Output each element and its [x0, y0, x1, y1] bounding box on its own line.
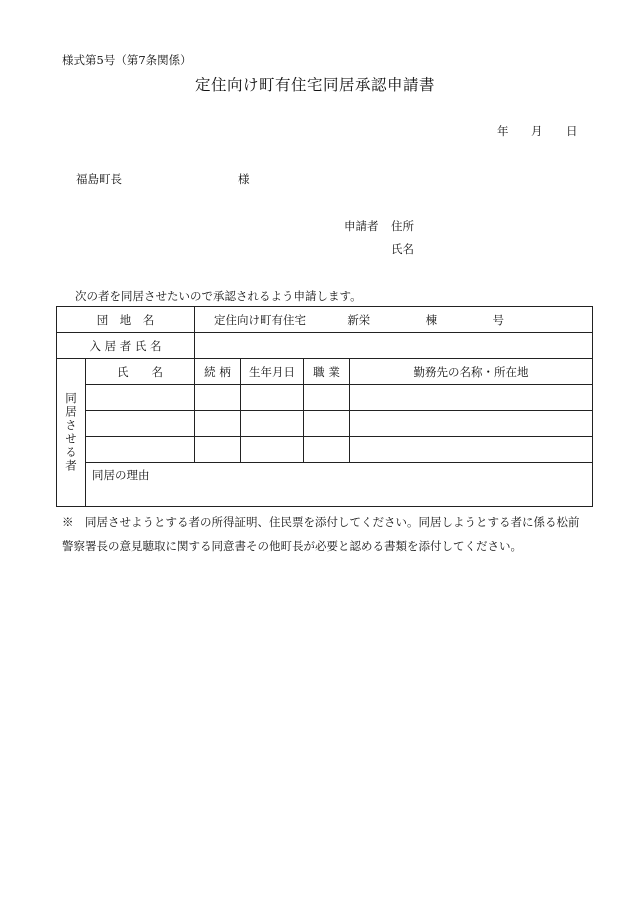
date-year-label: 年	[497, 124, 509, 138]
date-month-label: 月	[531, 124, 543, 138]
resident-name-field[interactable]	[195, 333, 593, 359]
birthdate-field[interactable]	[241, 437, 304, 463]
danchi-value-cell	[195, 307, 593, 333]
reason-label: 同居の理由	[92, 468, 150, 482]
shinei-label: 新栄	[347, 312, 371, 327]
resident-row	[57, 333, 593, 359]
form-number: 様式第5号（第7条関係）	[62, 53, 192, 67]
cohabitant-label: 同居させる者	[64, 392, 78, 473]
table-row	[57, 385, 593, 411]
cohabitant-label-cell	[57, 359, 86, 507]
table-row	[57, 437, 593, 463]
danchi-label: 団 地 名	[57, 307, 195, 333]
honorific: 様	[238, 172, 250, 186]
reason-field[interactable]	[86, 463, 593, 507]
birthdate-field[interactable]	[241, 411, 304, 437]
applicant-address-label: 住所	[391, 219, 414, 233]
resident-name-label: 入 居 者 氏 名	[57, 333, 195, 359]
danchi-row	[57, 307, 593, 333]
name-field[interactable]	[86, 437, 195, 463]
birthdate-field[interactable]	[241, 385, 304, 411]
intro-text: 次の者を同居させたいので承認されるよう申請します。	[75, 289, 362, 303]
relationship-field[interactable]	[195, 385, 241, 411]
date-day-label: 日	[566, 124, 578, 138]
occupation-field[interactable]	[304, 411, 350, 437]
note-line-1: ※ 同居させようとする者の所得証明、住民票を添付してください。同居しようとする者に係る松前	[62, 515, 580, 529]
occupation-field[interactable]	[304, 437, 350, 463]
header-relationship: 続 柄	[195, 359, 241, 385]
cohabitant-header-row	[57, 359, 593, 385]
relationship-field[interactable]	[195, 411, 241, 437]
note-line-2: 警察署長の意見聴取に関する同意書その他町長が必要と認める書類を添付してください。	[62, 539, 522, 553]
header-occupation: 職 業	[304, 359, 350, 385]
application-table	[56, 306, 593, 507]
applicant-name-label: 氏名	[391, 242, 414, 256]
applicant-label: 申請者	[344, 219, 379, 233]
name-field[interactable]	[86, 411, 195, 437]
workplace-field[interactable]	[350, 411, 593, 437]
addressee: 福島町長	[76, 172, 122, 186]
occupation-field[interactable]	[304, 385, 350, 411]
header-workplace: 勤務先の名称・所在地	[350, 359, 593, 385]
workplace-field[interactable]	[350, 385, 593, 411]
reason-row	[57, 463, 593, 507]
workplace-field[interactable]	[350, 437, 593, 463]
table-row	[57, 411, 593, 437]
name-field[interactable]	[86, 385, 195, 411]
header-birthdate: 生年月日	[241, 359, 304, 385]
header-name: 氏 名	[86, 359, 195, 385]
document-title: 定住向け町有住宅同居承認申請書	[194, 76, 435, 94]
gou-label: 号	[492, 312, 504, 327]
danchi-value: 定住向け町有住宅	[214, 312, 306, 327]
relationship-field[interactable]	[195, 437, 241, 463]
tou-label: 棟	[425, 312, 438, 327]
